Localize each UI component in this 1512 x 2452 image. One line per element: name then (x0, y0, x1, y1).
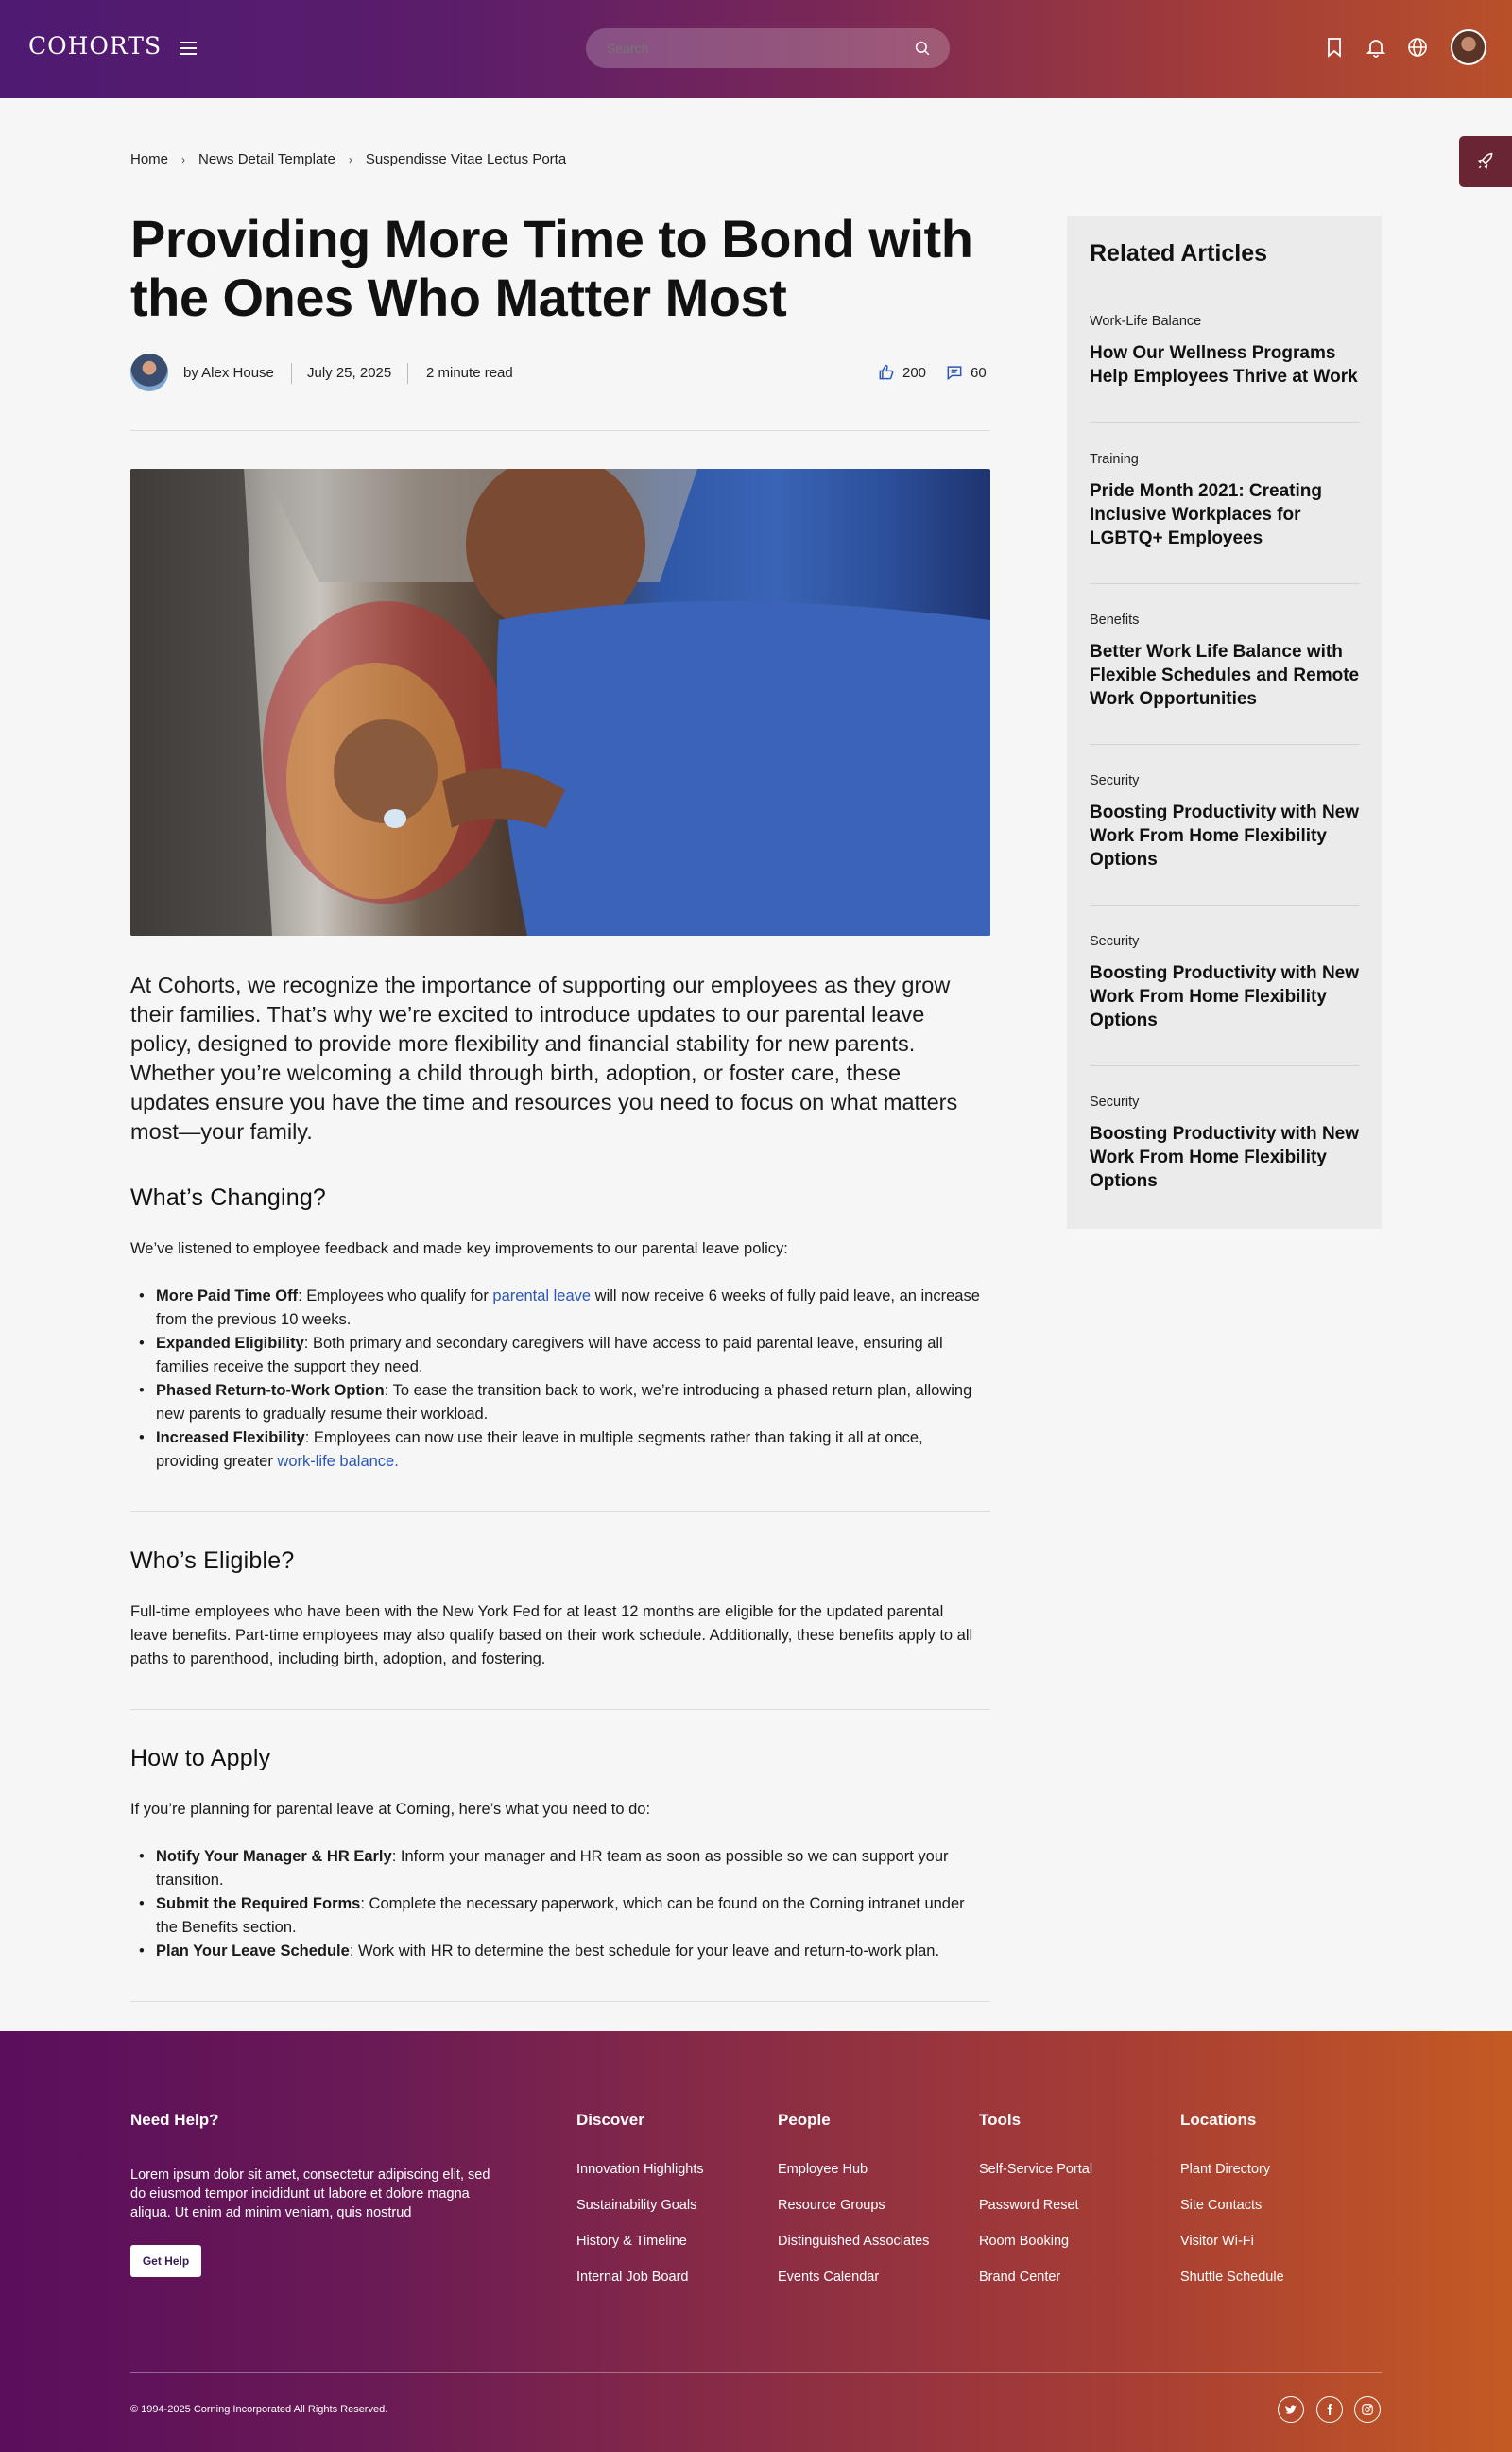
footer-link[interactable]: History & Timeline (576, 2234, 687, 2249)
related-article[interactable] (1090, 934, 1360, 1032)
need-help-heading: Need Help? (130, 2111, 219, 2129)
copyright-text: © 1994-2025 Corning Incorporated All Rights Reserved. (130, 2404, 388, 2415)
user-avatar[interactable] (1451, 29, 1486, 65)
instagram-icon[interactable] (1354, 2396, 1381, 2423)
breadcrumb (130, 151, 566, 167)
author-name[interactable]: by Alex House (183, 365, 274, 381)
author-avatar[interactable] (130, 354, 168, 391)
related-article-title[interactable]: Boosting Productivity with New Work From Home Flexibility Options (1090, 1124, 1360, 1191)
footer-heading-discover: Discover (576, 2111, 644, 2129)
divider (130, 1709, 990, 1710)
eligible-text: Full-time employees who have been with the New York Fed for at least 12 months are eligible for the updated parental leave benefits. Part-time employees may also qualify based on their work schedule. Additionally, these benefits apply to all paths to parenthood, including birth, adoption, and fostering. (130, 1603, 973, 1667)
thumbs-up-icon (877, 363, 896, 382)
related-article-category: Security (1090, 773, 1140, 788)
changing-intro: We’ve listened to employee feedback and made key improvements to our parental leave policy: (130, 1240, 788, 1257)
list-item: • Phased Return-to-Work Option: To ease the transition back to work, we’re introducing a phased return plan, allowing new parents to gradually resume their workload. (156, 1379, 988, 1426)
read-time: 2 minute read (426, 365, 513, 381)
footer-link[interactable]: Employee Hub (778, 2162, 868, 2177)
list-item: • Increased Flexibility: Employees can now use their leave in multiple segments rather than taking it all at once, providing greater work-life balance. (156, 1426, 988, 1474)
footer-link[interactable]: Shuttle Schedule (1180, 2270, 1284, 2285)
footer-link[interactable]: Innovation Highlights (576, 2162, 704, 2177)
section-heading-eligible: Who’s Eligible? (130, 1547, 295, 1574)
footer-link[interactable]: Events Calendar (778, 2270, 880, 2285)
comment-icon (945, 363, 964, 382)
related-article[interactable] (1090, 1095, 1360, 1193)
list-item: • Notify Your Manager & HR Early: Inform your manager and HR team as soon as possible so we can support your transition. (156, 1845, 988, 1892)
footer-link[interactable]: Room Booking (979, 2234, 1070, 2249)
footer-column-tools (979, 2162, 1092, 2305)
related-articles-title: Related Articles (1090, 240, 1268, 267)
divider (130, 430, 990, 431)
section-heading-apply: How to Apply (130, 1745, 271, 1771)
footer-link[interactable]: Sustainability Goals (576, 2198, 697, 2213)
footer-column-locations (1180, 2162, 1284, 2305)
facebook-icon[interactable] (1316, 2396, 1343, 2423)
divider (130, 2001, 990, 2002)
related-article-title[interactable]: Boosting Productivity with New Work From Home Flexibility Options (1090, 803, 1360, 870)
chevron-right-icon: › (348, 152, 352, 166)
section-heading-changing: What’s Changing? (130, 1184, 327, 1211)
list-item: • Submit the Required Forms: Complete the necessary paperwork, which can be found on the Corning intranet under the Benefits section. (156, 1892, 988, 1940)
breadcrumb-news-detail[interactable]: News Detail Template (198, 151, 335, 167)
footer-column-people (778, 2162, 929, 2305)
chevron-right-icon: › (181, 152, 186, 166)
twitter-icon[interactable] (1278, 2396, 1304, 2423)
related-article-title[interactable]: How Our Wellness Programs Help Employees Thrive at Work (1090, 343, 1358, 387)
changing-list (156, 1285, 988, 1474)
bookmark-icon[interactable] (1323, 36, 1346, 59)
footer-link[interactable]: Resource Groups (778, 2198, 885, 2213)
related-article-category: Security (1090, 1095, 1140, 1110)
footer-link[interactable]: Self-Service Portal (979, 2162, 1093, 2177)
search-input[interactable] (607, 41, 890, 56)
get-help-button[interactable]: Get Help (130, 2245, 201, 2277)
launch-tab[interactable] (1459, 136, 1512, 187)
breadcrumb-home[interactable]: Home (130, 151, 169, 167)
footer-column-discover (576, 2162, 704, 2305)
related-article-title[interactable]: Boosting Productivity with New Work From Home Flexibility Options (1090, 963, 1360, 1030)
related-article-category: Training (1090, 452, 1139, 467)
footer-link[interactable]: Brand Center (979, 2270, 1061, 2285)
footer-link[interactable]: Visitor Wi-Fi (1180, 2234, 1254, 2249)
cohorts-logo[interactable]: COHORTS (28, 32, 163, 60)
related-article-category: Benefits (1090, 613, 1140, 628)
work-life-balance-link[interactable]: work-life balance. (277, 1453, 399, 1470)
list-item: • Plan Your Leave Schedule: Work with HR to determine the best schedule for your leave and return-to-work plan. (156, 1940, 988, 1963)
breadcrumb-current: Suspendisse Vitae Lectus Porta (365, 151, 567, 167)
footer-heading-locations: Locations (1180, 2111, 1257, 2129)
search-bar[interactable] (586, 28, 950, 68)
apply-intro: If you’re planning for parental leave at Corning, here’s what you need to do: (130, 1801, 651, 1818)
comment-count: 60 (971, 364, 987, 381)
footer-heading-people: People (778, 2111, 831, 2129)
article-lead: At Cohorts, we recognize the importance of supporting our employees as they grow their families. That’s why we’re excited to introduce updates to our parental leave policy, designed to provide more flexibility and financial stability for new parents. Whether you’re welcoming a child through birth, adoption, or foster care, these updates ensure you have the time and resources you need to focus on what matters most—your family. (130, 973, 958, 1144)
related-articles-panel (1067, 216, 1382, 1229)
related-article-title[interactable]: Pride Month 2021: Creating Inclusive Workplaces for LGBTQ+ Employees (1090, 481, 1322, 548)
related-article[interactable] (1090, 452, 1360, 550)
related-article[interactable] (1090, 773, 1360, 872)
globe-icon[interactable] (1406, 36, 1429, 59)
related-article[interactable] (1090, 613, 1360, 711)
hamburger-menu-icon[interactable] (178, 38, 198, 55)
bell-icon[interactable] (1365, 36, 1387, 59)
comment-button[interactable] (945, 363, 987, 382)
rocket-icon (1476, 152, 1495, 171)
parental-leave-link[interactable]: parental leave (492, 1287, 592, 1304)
related-article-category: Work-Life Balance (1090, 314, 1202, 329)
top-header (0, 0, 1512, 98)
site-footer (0, 2031, 1512, 2452)
divider (130, 1511, 990, 1512)
need-help-text: Lorem ipsum dolor sit amet, consectetur adipiscing elit, sed do eiusmod tempor incididunt ut labore et dolore magna aliqua. Ut enim ad minim veniam, quis nostrud (130, 2167, 490, 2220)
footer-link[interactable]: Password Reset (979, 2198, 1079, 2213)
list-item: • More Paid Time Off: Employees who qualify for parental leave will now receive 6 weeks of fully paid leave, an increase from the previous 10 weeks. (156, 1285, 988, 1332)
like-count: 200 (902, 364, 927, 381)
article-meta (130, 354, 990, 395)
footer-divider (130, 2372, 1382, 2373)
footer-heading-tools: Tools (979, 2111, 1022, 2129)
footer-link[interactable]: Site Contacts (1180, 2198, 1263, 2213)
article-title: Providing More Time to Bond with the Ones Who Matter Most (130, 209, 973, 327)
footer-link[interactable]: Internal Job Board (576, 2270, 689, 2285)
related-article[interactable] (1090, 314, 1360, 389)
publish-date: July 25, 2025 (307, 365, 392, 381)
related-article-category: Security (1090, 934, 1140, 949)
list-item: • Expanded Eligibility: Both primary and secondary caregivers will have access to paid parental leave, ensuring all families receive the support they need. (156, 1332, 988, 1379)
footer-link[interactable]: Plant Directory (1180, 2162, 1271, 2177)
like-button[interactable] (877, 363, 926, 382)
footer-link[interactable]: Distinguished Associates (778, 2234, 930, 2249)
apply-list (156, 1845, 988, 1963)
related-article-title[interactable]: Better Work Life Balance with Flexible Schedules and Remote Work Opportunities (1090, 642, 1360, 709)
hero-image (130, 469, 990, 936)
search-icon[interactable] (914, 40, 931, 57)
